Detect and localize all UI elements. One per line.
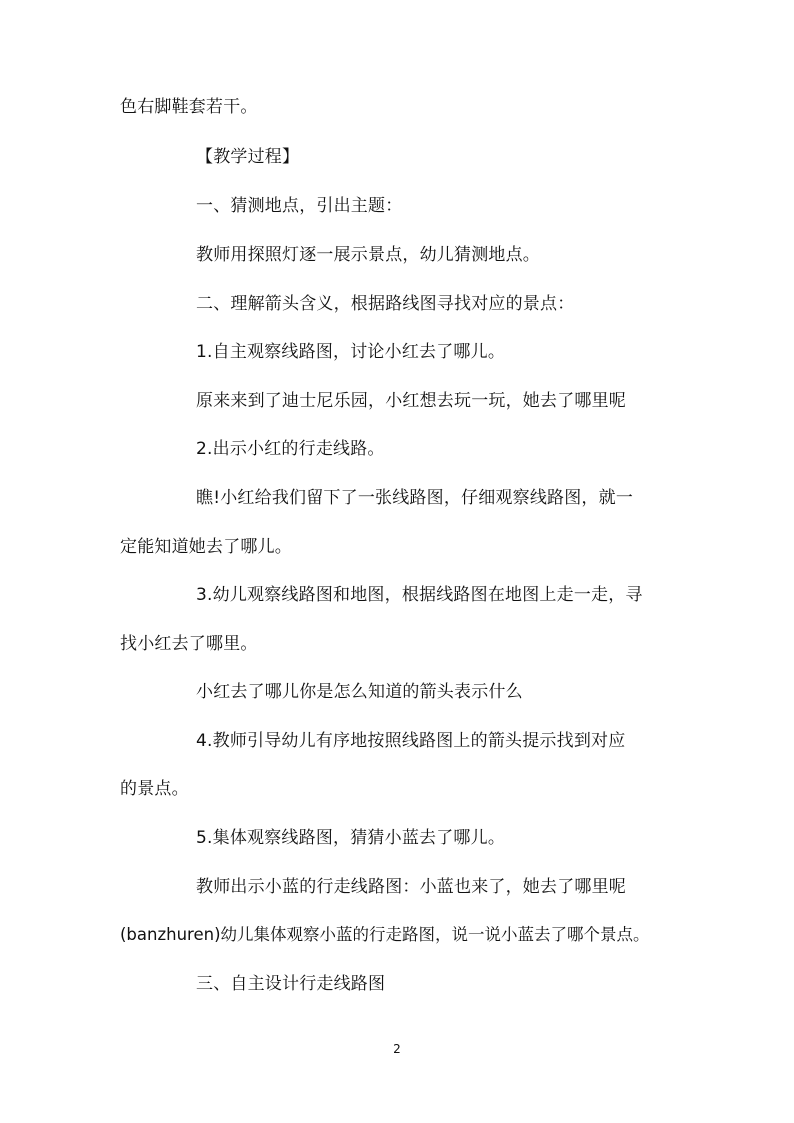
text-line-17: 教师出示小蓝的行走线路图：小蓝也来了，她去了哪里呢 [196, 877, 626, 897]
text-line-8: 2.出示小红的行走线路。 [196, 439, 385, 459]
text-line-14: 4.教师引导幼儿有序地按照线路图上的箭头提示找到对应 [196, 731, 626, 751]
text-line-10: 定能知道她去了哪儿。 [120, 537, 292, 557]
text-line-13: 小红去了哪儿你是怎么知道的箭头表示什么 [196, 682, 523, 702]
text-line-5: 二、理解箭头含义，根据路线图寻找对应的景点： [196, 294, 575, 314]
text-line-6: 1.自主观察线路图，讨论小红去了哪儿。 [196, 342, 506, 362]
section-heading-teaching-process: 【教学过程】 [196, 147, 300, 167]
text-line-18: (banzhuren)幼儿集体观察小蓝的行走路图，说一说小蓝去了哪个景点。 [120, 925, 650, 944]
text-line-12: 找小红去了哪里。 [120, 634, 258, 654]
text-line-1: 色右脚鞋套若干。 [120, 97, 258, 117]
text-line-19: 三、自主设计行走线路图 [196, 974, 386, 994]
text-line-7: 原来来到了迪士尼乐园，小红想去玩一玩，她去了哪里呢 [196, 391, 626, 411]
text-line-3: 一、猜测地点，引出主题： [196, 196, 403, 216]
text-line-11: 3.幼儿观察线路图和地图，根据线路图在地图上走一走，寻 [196, 585, 643, 605]
text-line-15: 的景点。 [120, 779, 189, 799]
text-line-9: 瞧!小红给我们留下了一张线路图，仔细观察线路图，就一 [196, 488, 634, 508]
page-number: 2 [393, 1042, 401, 1056]
text-line-16: 5.集体观察线路图，猜猜小蓝去了哪儿。 [196, 828, 506, 848]
text-line-4: 教师用探照灯逐一展示景点，幼儿猜测地点。 [196, 245, 540, 265]
